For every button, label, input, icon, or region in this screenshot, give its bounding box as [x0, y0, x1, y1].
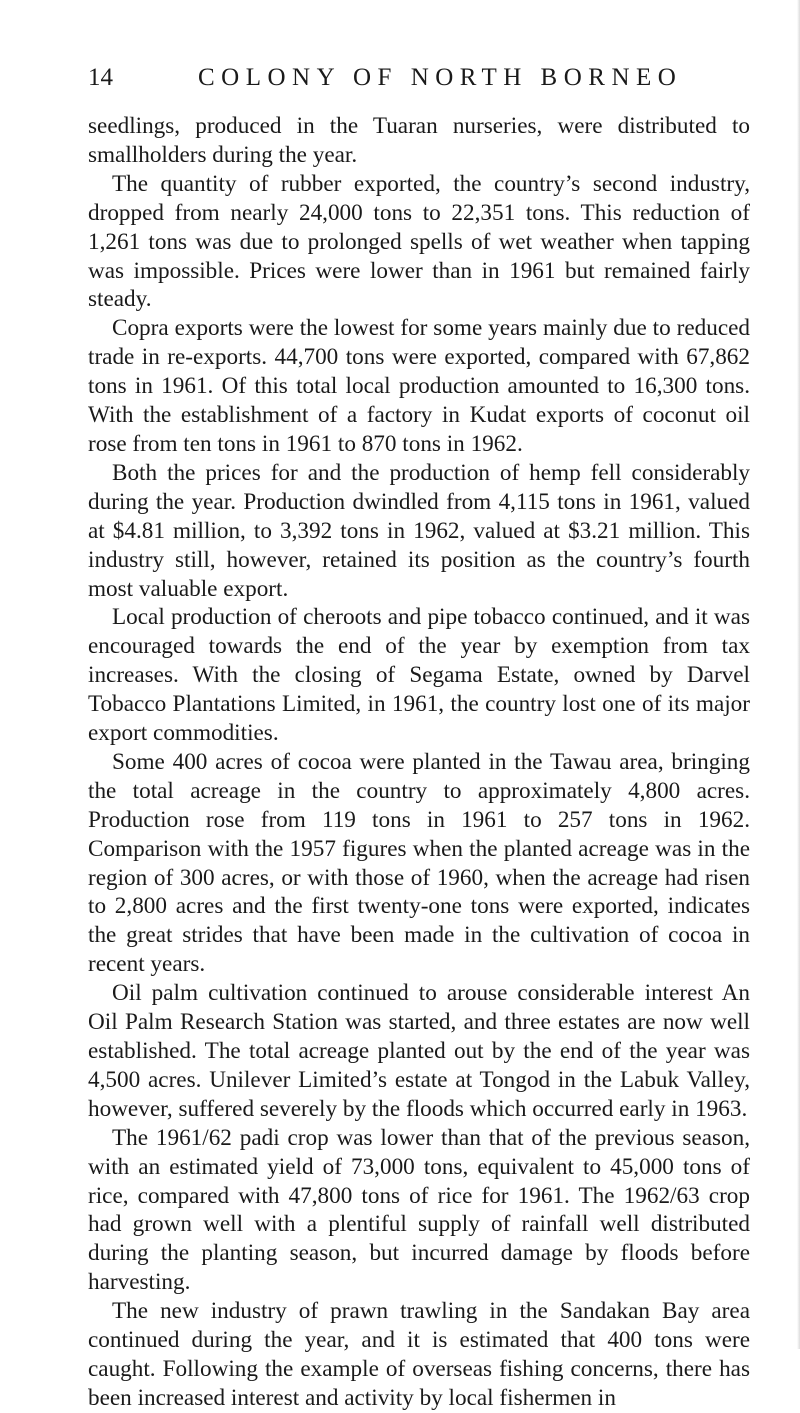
paragraph-padi: The 1961/62 padi crop was lower than that of the previous season, with an estimated yield of 73,000 tons, equivalent to 45,000 tons of rice, compared with 47,800 tons of rice for 1961. The 1962/63 crop had grown well with a plentiful supply of rainfall well distributed during the planting season, but incurred damage by floods before harvesting.: [88, 1124, 750, 1296]
paragraph-rubber: The quantity of rubber exported, the country’s second industry, dropped from nearly 24,000 tons to 22,351 tons. This reduction of 1,261 tons was due to prolonged spells of wet weather when tapping was impossible. Prices were lower than in 1961 but remained fairly steady.: [88, 170, 750, 313]
paragraph-oil-palm: Oil palm cultivation continued to arouse considerable interest An Oil Palm Research Station was started, and three estates are now well established. The total acreage planted out by the end of the year was 4,500 acres. Unilever Limited’s estate at Tongod in the Labuk Valley, however, suffered severely by the floods which occurred early in 1963.: [88, 980, 750, 1122]
page-number: 14: [88, 64, 113, 91]
paragraph-cocoa: Some 400 acres of cocoa were planted in the Tawau area, bringing the total acreage in the country to approximately 4,800 acres. Production rose from 119 tons in 1961 to 257 tons in 1962. Comparison with the 1957 figures when the planted acreage was in the region of 300 acres, or with those of 1960, when the acreage had risen to 2,800 acres and the first twenty-one tons were exported, indicates the great strides that have been made in the cultivation of cocoa in recent years.: [88, 748, 750, 978]
paragraph-tobacco: Local production of cheroots and pipe tobacco continued, and it was encouraged towards the end of the year by exemption from tax increases. With the closing of Segama Estate, owned by Darvel Tobacco Plantations Limited, in 1961, the country lost one of its major export commodities.: [88, 604, 750, 747]
body-text: [88, 112, 750, 1413]
running-title: COLONY OF NORTH BORNEO: [198, 64, 683, 91]
paragraph-prawn: The new industry of prawn trawling in the Sandakan Bay area continued during the year, and it is estimated that 400 tons were caught. Following the example of overseas fishing concerns, there has been increased interest and activity by local fishermen in: [88, 1298, 750, 1411]
paragraph-copra: Copra exports were the lowest for some years mainly due to reduced trade in re-exports. 44,700 tons were exported, compared with 67,862 tons in 1961. Of this total local production amounted to 16,300 tons. With the establishment of a factory in Kudat exports of coconut oil rose from ten tons in 1961 to 870 tons in 1962.: [88, 315, 750, 457]
paragraph-hemp: Both the prices for and the production of hemp fell considerably during the year. Production dwindled from 4,115 tons in 1961, valued at $4.81 million, to 3,392 tons in 1962, valued at $3.21 million. This industry still, however, retained its position as the country’s fourth most valuable export.: [88, 459, 750, 602]
paragraph-seedlings: seedlings, produced in the Tuaran nurseries, were distributed to smallholders during the year.: [88, 113, 750, 168]
running-header: [88, 62, 748, 98]
